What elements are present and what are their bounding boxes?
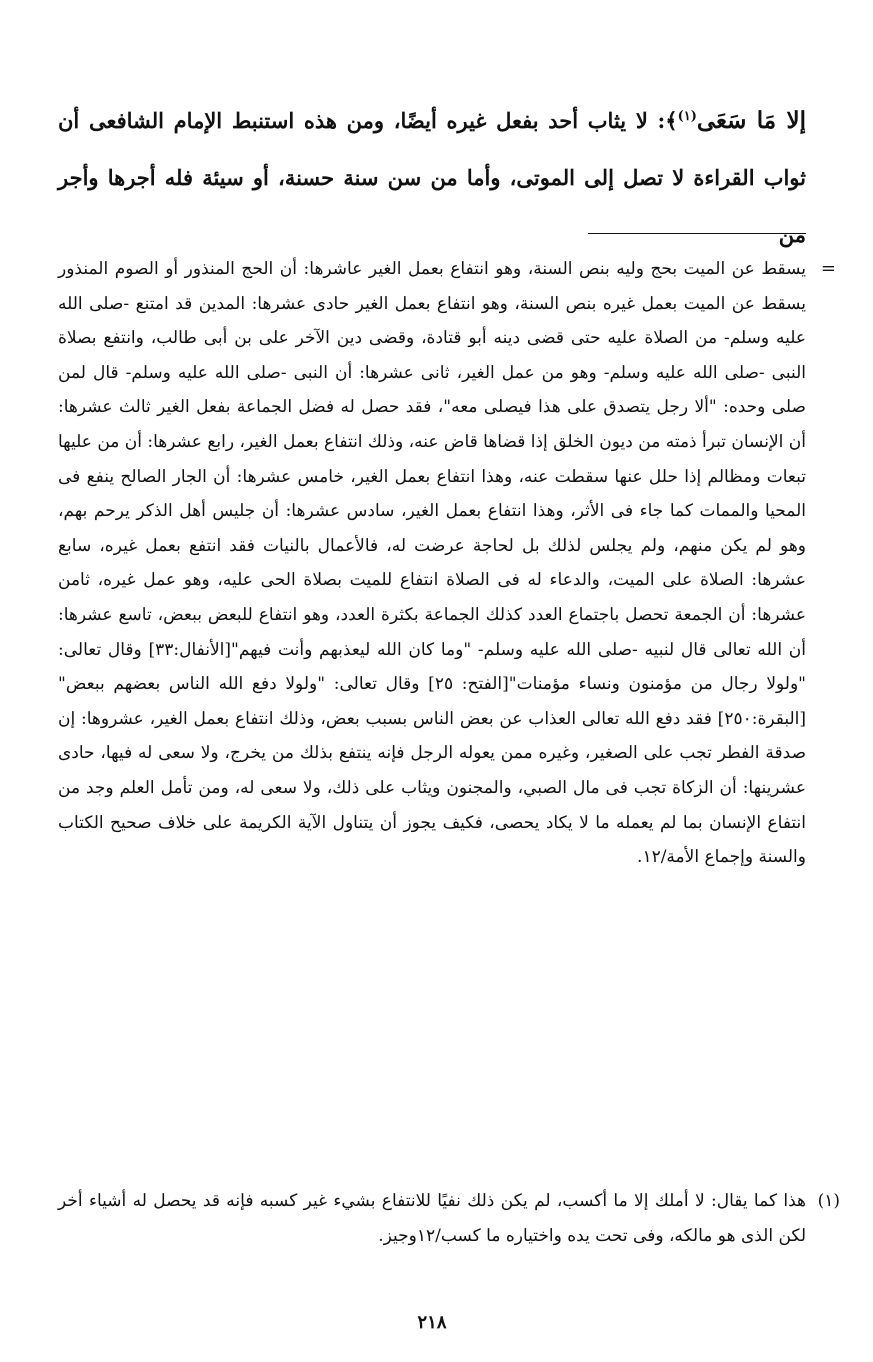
book-page: [58, 0, 840, 1362]
footnote-1: [58, 1184, 840, 1254]
main-text: [58, 92, 806, 263]
continuation-marker: =: [820, 258, 836, 279]
footnote-reference[interactable]: (١): [677, 109, 697, 124]
footnote-1-text: هذا كما يقال: لا أملك إلا ما أكسب، لم يكن ذلك نفيًا للانتفاع بشيء غير كسبه فإنه قد يحصل له أشياء أخر لكن الذى هو مالكه، وفى تحت يده واختياره ما كسب/١٢وجيز.: [58, 1191, 806, 1246]
verse-close-bracket: ﴾: [665, 108, 678, 133]
main-text-body: : لا يثاب أحد بفعل غيره أيضًا، ومن هذه استنبط الإمام الشافعى أن ثواب القراءة لا تصل إلى الموتى، وأما من سن سنة حسنة، أو سيئة فله أجرها وأجر من: [58, 108, 806, 247]
verse-fragment: إلا مَا سَعَى: [696, 107, 806, 134]
footnote-continuation: [58, 252, 836, 875]
footnote-1-number: (١): [817, 1191, 840, 1211]
footnote-separator: [588, 233, 806, 234]
footnote-continuation-text: يسقط عن الميت بحج وليه بنص السنة، وهو انتفاع بعمل الغير عاشرها: أن الحج المنذور أو الصوم المنذور يسقط عن الميت بعمل غيره بنص السنة، وهو انتفاع بعمل الغير حادى عشرها: المدين قد امتنع -صلى الله عليه وسلم- من الصلاة عليه حتى قضى دينه أبو قتادة، وقضى دين الآخر على بن أبى طالب، وانتفع بصلاة النبى -صلى الله عليه وسلم- وهو من عمل الغير، ثانى عشرها: أن النبى -صلى الله عليه وسلم- قال لمن صلى وحده: "ألا رجل يتصدق على هذا فيصلى معه"، فقد حصل له فضل الجماعة بفعل الغير ثالث عشرها: أن الإنسان تبرأ ذمته من ديون الخلق إذا قضاها قاض عنه، وذلك انتفاع بعمل الغير، رابع عشرها: أن من عليها تبعات ومظالم إذا حلل عنها سقطت عنه، وهذا انتفاع بعمل الغير، خامس عشرها: أن الجار الصالح ينفع فى المحيا والممات كما جاء فى الأثر، وهذا انتفاع بعمل الغير، سادس عشرها: أن جليس أهل الذكر يرحم بهم، وهو لم يكن منهم، ولم يجلس لذلك بل لحاجة عرضت له، فالأعمال بالنيات فقد انتفع بعمل غيره، سابع عشرها: الصلاة على الميت، والدعاء له فى الصلاة انتفاع للميت بصلاة الحى عليه، وهو عمل غيره، ثامن عشرها: أن الجمعة تحصل باجتماع العدد كذلك الجماعة بكثرة العدد، وهو انتفاع للبعض ببعض، تاسع عشرها: أن الله تعالى قال لنبيه -صلى الله عليه وسلم- "وما كان الله ليعذبهم وأنت فيهم"[الأنفال:٣٣] وقال تعالى: "ولولا رجال من مؤمنون ونساء مؤمنات"[الفتح: ٢٥] وقال تعالى: "ولولا دفع الله الناس بعضهم ببعض"[البقرة:٢٥٠] فقد دفع الله تعالى العذاب عن بعض الناس بسبب بعض، وذلك انتفاع بعمل الغير، عشروها: إن صدقة الفطر تجب على الصغير، وغيره ممن يعوله الرجل فإنه ينتفع بذلك من يخرج، ولا سعى له فيها، حادى عشرينها: أن الزكاة تجب فى مال الصبي، والمجنون ويثاب على ذلك، ولا سعى له، ومن تأمل العلم وجد من انتفاع الإنسان بما لم يعمله ما لا يكاد يحصى، فكيف يجوز أن يتناول الآية الكريمة على خلاف صحيح الكتاب والسنة وإجماع الأمة/١٢.: [58, 259, 807, 868]
page-number: ٢١٨: [417, 1312, 447, 1333]
